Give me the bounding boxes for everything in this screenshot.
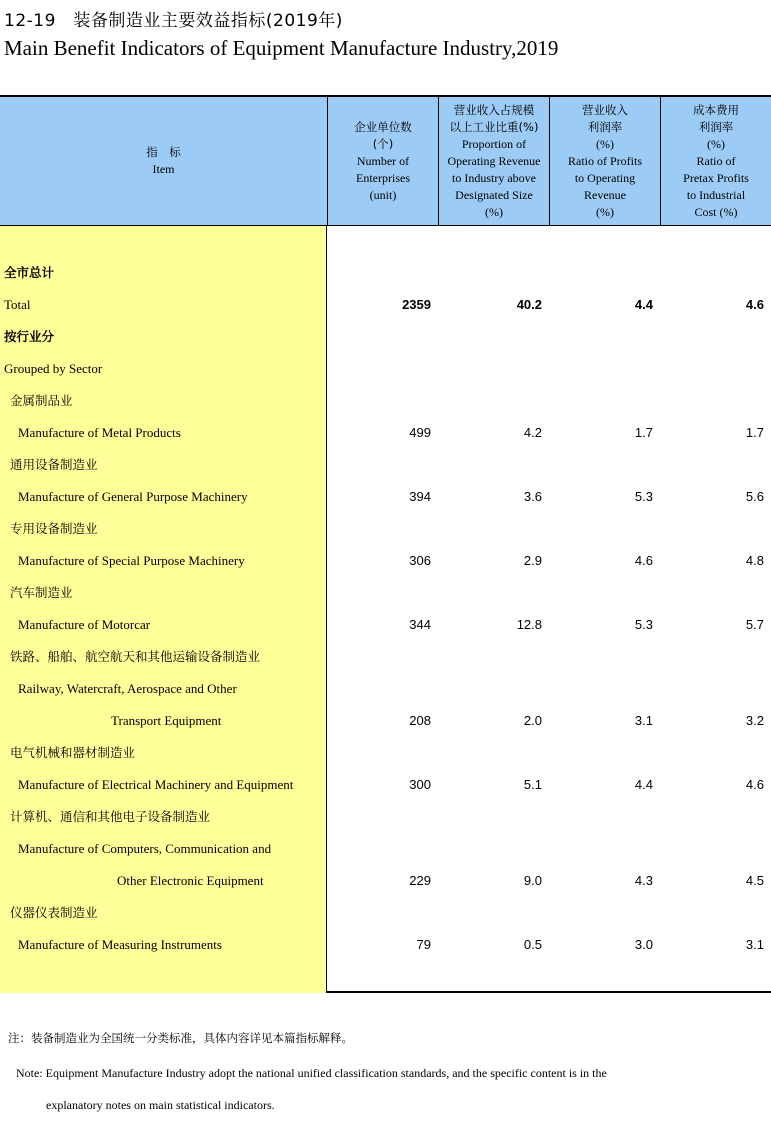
cell-enterprises: 300 bbox=[409, 777, 431, 792]
table-row bbox=[0, 353, 771, 385]
table-row bbox=[0, 449, 771, 481]
cell-profit-cost: 4.8 bbox=[745, 553, 764, 568]
table-row bbox=[0, 321, 771, 353]
row-label: 专用设备制造业 bbox=[10, 521, 98, 536]
table-row bbox=[0, 865, 771, 897]
cell-proportion: 40.2 bbox=[516, 297, 542, 312]
header-profit-revenue: 营业收入 利润率 (%) Ratio of Profits to Operating Revenue (%) bbox=[549, 97, 660, 225]
row-label: 铁路、船舶、航空航天和其他运输设备制造业 bbox=[10, 649, 261, 664]
cell-profit-cost: 4.5 bbox=[745, 873, 764, 888]
row-label: 仪器仪表制造业 bbox=[10, 905, 98, 920]
row-label: Manufacture of Electrical Machinery and Equipment bbox=[18, 777, 294, 792]
cell-enterprises: 344 bbox=[409, 617, 431, 632]
note-cn: 注：装备制造业为全国统一分类标准，具体内容详见本篇指标解释。 bbox=[8, 1031, 353, 1045]
row-label: 通用设备制造业 bbox=[10, 457, 98, 472]
cell-enterprises: 499 bbox=[409, 425, 431, 440]
table-row bbox=[0, 673, 771, 705]
row-label: Manufacture of Motorcar bbox=[18, 617, 151, 632]
row-label: 按行业分 bbox=[4, 329, 55, 344]
row-label: Manufacture of Special Purpose Machinery bbox=[18, 553, 245, 568]
row-label: 电气机械和器材制造业 bbox=[10, 745, 136, 760]
header-profit-cost: 成本费用 利润率 (%) Ratio of Pretax Profits to Industrial Cost (%) bbox=[660, 97, 771, 225]
note-en-line1: Note: Equipment Manufacture Industry adopt the national unified classification standards, and the specific content is in the bbox=[16, 1066, 607, 1080]
cell-profit-cost: 4.6 bbox=[745, 777, 764, 792]
cell-enterprises: 394 bbox=[409, 489, 431, 504]
note-en-line2: explanatory notes on main statistical indicators. bbox=[46, 1098, 275, 1112]
cell-profit-cost: 3.1 bbox=[745, 937, 764, 952]
cell-enterprises: 2359 bbox=[402, 297, 431, 312]
cell-profit-revenue: 3.1 bbox=[634, 713, 653, 728]
table-row bbox=[0, 705, 771, 737]
cell-proportion: 2.9 bbox=[523, 553, 542, 568]
table-row bbox=[0, 481, 771, 513]
header-proportion: 营业收入占规模 以上工业比重(%) Proportion of Operating Revenue to Industry above Designated Size (%) bbox=[438, 97, 549, 225]
cell-profit-revenue: 4.4 bbox=[634, 297, 653, 312]
header-item: 指 标 Item bbox=[0, 97, 327, 225]
header-enterprises: 企业单位数 (个) Number of Enterprises (unit) bbox=[327, 97, 438, 225]
cell-profit-revenue: 4.4 bbox=[634, 777, 653, 792]
row-label: Manufacture of Computers, Communication and bbox=[18, 841, 272, 856]
table-row bbox=[0, 289, 771, 321]
cell-enterprises: 306 bbox=[409, 553, 431, 568]
table-row bbox=[0, 417, 771, 449]
page-title-cn: 12-19 装备制造业主要效益指标(2019年) bbox=[4, 11, 343, 31]
cell-enterprises: 229 bbox=[409, 873, 431, 888]
cell-profit-revenue: 5.3 bbox=[634, 617, 653, 632]
table-row bbox=[0, 609, 771, 641]
table-row bbox=[0, 737, 771, 769]
table-row bbox=[0, 769, 771, 801]
row-label: Manufacture of Measuring Instruments bbox=[18, 937, 222, 952]
row-label: Railway, Watercraft, Aerospace and Other bbox=[18, 681, 237, 696]
cell-profit-revenue: 3.0 bbox=[634, 937, 653, 952]
cell-proportion: 3.6 bbox=[523, 489, 542, 504]
table-row bbox=[0, 897, 771, 929]
row-label: 全市总计 bbox=[4, 265, 55, 280]
row-label: 金属制品业 bbox=[10, 393, 73, 408]
cell-profit-cost: 3.2 bbox=[745, 713, 764, 728]
cell-profit-cost: 4.6 bbox=[745, 297, 764, 312]
table-row bbox=[0, 577, 771, 609]
table-row bbox=[0, 801, 771, 833]
cell-enterprises: 208 bbox=[409, 713, 431, 728]
table-row bbox=[0, 513, 771, 545]
cell-profit-cost: 5.7 bbox=[745, 617, 764, 632]
row-label: Manufacture of Metal Products bbox=[18, 425, 181, 440]
cell-proportion: 9.0 bbox=[523, 873, 542, 888]
row-label: Other Electronic Equipment bbox=[117, 873, 264, 888]
cell-proportion: 4.2 bbox=[523, 425, 542, 440]
cell-profit-revenue: 4.3 bbox=[634, 873, 653, 888]
table-row bbox=[0, 833, 771, 865]
row-label: 计算机、通信和其他电子设备制造业 bbox=[10, 809, 211, 824]
table-row bbox=[0, 257, 771, 289]
cell-profit-cost: 1.7 bbox=[745, 425, 764, 440]
row-label: Manufacture of General Purpose Machinery bbox=[18, 489, 248, 504]
row-label: Transport Equipment bbox=[111, 713, 222, 728]
cell-proportion: 5.1 bbox=[523, 777, 542, 792]
cell-profit-revenue: 4.6 bbox=[634, 553, 653, 568]
table-row bbox=[0, 929, 771, 961]
row-label: Grouped by Sector bbox=[4, 361, 103, 376]
cell-proportion: 2.0 bbox=[523, 713, 542, 728]
cell-proportion: 0.5 bbox=[523, 937, 542, 952]
cell-profit-revenue: 1.7 bbox=[634, 425, 653, 440]
row-label: 汽车制造业 bbox=[10, 585, 73, 600]
table-row bbox=[0, 385, 771, 417]
page-title-en: Main Benefit Indicators of Equipment Manufacture Industry,2019 bbox=[4, 36, 559, 60]
cell-enterprises: 79 bbox=[416, 937, 431, 952]
cell-profit-revenue: 5.3 bbox=[634, 489, 653, 504]
cell-proportion: 12.8 bbox=[516, 617, 542, 632]
row-label: Total bbox=[4, 297, 31, 312]
table-row bbox=[0, 545, 771, 577]
table-row bbox=[0, 641, 771, 673]
cell-profit-cost: 5.6 bbox=[745, 489, 764, 504]
